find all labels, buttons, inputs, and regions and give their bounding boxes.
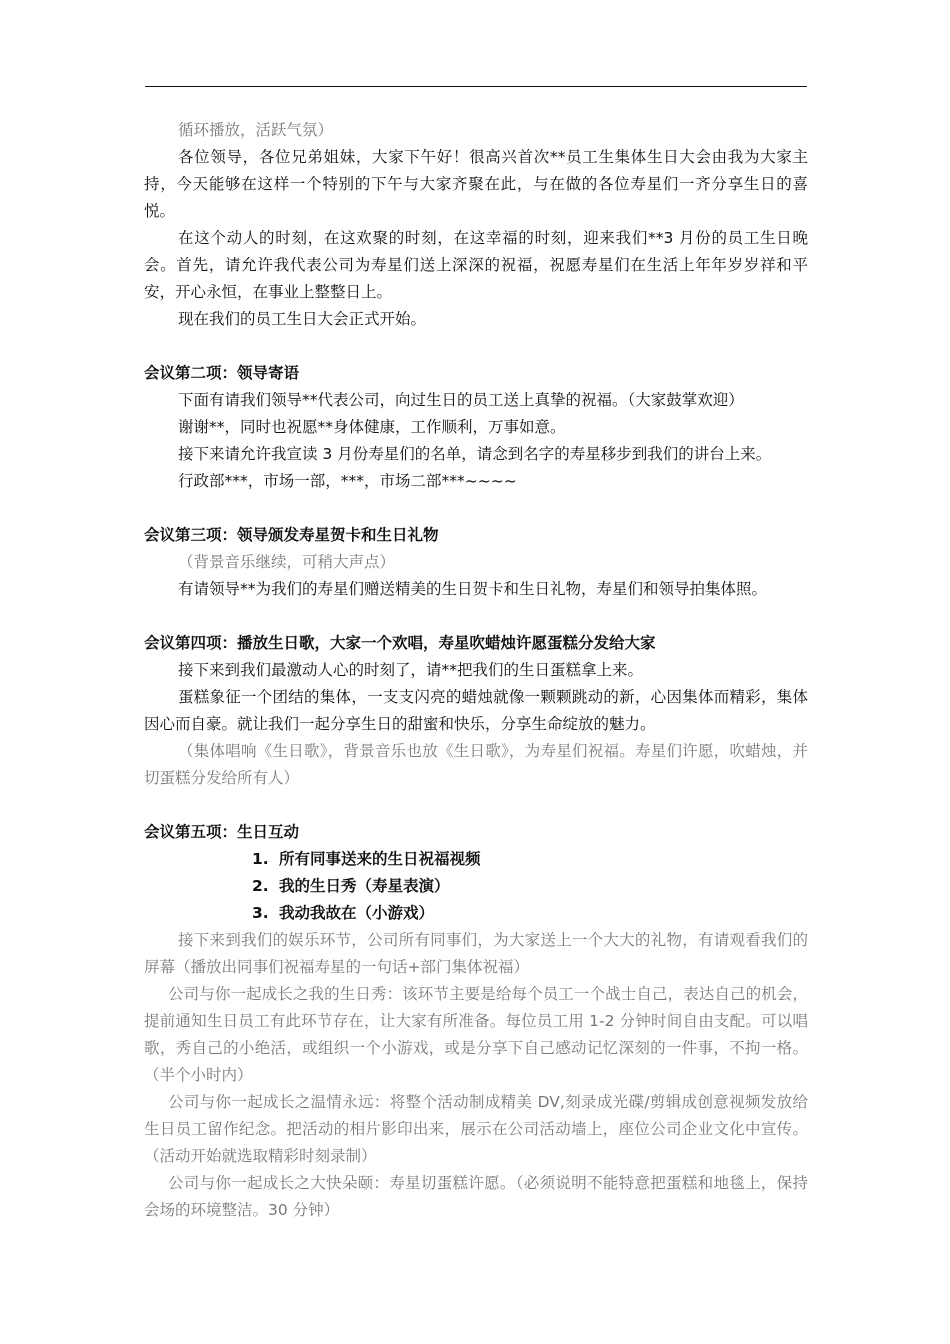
paragraph: 在这个动人的时刻，在这欢聚的时刻，在这幸福的时刻，迎来我们**3 月份的员工生日晚会。首先，请允许我代表公司为寿星们送上深深的祝福，祝愿寿星们在生活上年年岁岁祥和平安，开心永恒，在事业上整整日上。	[144, 229, 808, 301]
list-item	[252, 846, 808, 873]
document-body	[144, 117, 808, 1224]
section-heading: 会议第三项：领导颁发寿星贺卡和生日礼物	[144, 526, 439, 544]
paragraph: 公司与你一起成长之温情永远：将整个活动制成精美 DV,刻录成光碟/剪辑成创意视频发放给生日员工留作纪念。把活动的相片影印出来，展示在公司活动墙上，座位公司企业文化中宣传。（活动开始就选取精彩时刻录制）	[144, 1093, 808, 1165]
section-heading: 会议第五项：生日互动	[144, 823, 300, 841]
paragraph: 接下来到我们的娱乐环节，公司所有同事们，为大家送上一个大大的礼物，有请观看我们的屏幕（播放出同事们祝福寿星的一句话+部门集体祝福）	[144, 931, 808, 976]
paragraph: 公司与你一起成长之大快朵颐：寿星切蛋糕许愿。（必须说明不能特意把蛋糕和地毯上，保持会场的环境整洁。30 分钟）	[144, 1174, 808, 1219]
paragraph: 现在我们的员工生日大会正式开始。	[178, 310, 427, 328]
list-text: 我的生日秀（寿星表演）	[279, 877, 450, 895]
paragraph: 接下来请允许我宣读 3 月份寿星们的名单，请念到名字的寿星移步到我们的讲台上来。	[178, 445, 772, 463]
paragraph: 循环播放，活跃气氛）	[178, 121, 334, 139]
list-text: 我动我故在（小游戏）	[279, 904, 435, 922]
paragraph: 行政部***，市场一部，***，市场二部***~~~~	[178, 472, 517, 490]
list-number: 2.	[252, 877, 269, 895]
paragraph: 下面有请我们领导**代表公司，向过生日的员工送上真挚的祝福。（大家鼓掌欢迎）	[178, 391, 744, 409]
list-item	[252, 900, 808, 927]
section-heading: 会议第四项：播放生日歌，大家一个欢唱，寿星吹蜡烛许愿蛋糕分发给大家	[144, 634, 656, 652]
paragraph: 接下来到我们最激动人心的时刻了，请**把我们的生日蛋糕拿上来。	[178, 661, 644, 679]
numbered-list	[144, 846, 808, 927]
section-heading: 会议第二项：领导寄语	[144, 364, 300, 382]
stage-note: （背景音乐继续，可稍大声点）	[178, 553, 396, 571]
paragraph: 公司与你一起成长之我的生日秀：该环节主要是给每个员工一个战士自己，表达自己的机会，提前通知生日员工有此环节存在，让大家有所准备。每位员工用 1-2 分钟时间自由支配。可以唱歌，秀自己的小绝活，或组织一个小游戏，或是分享下自己感动记忆深刻的一件事，不拘一格。（半个小时内）	[144, 985, 808, 1084]
paragraph: 各位领导，各位兄弟姐妹，大家下午好！很高兴首次**员工生集体生日大会由我为大家主持，今天能够在这样一个特别的下午与大家齐聚在此，与在做的各位寿星们一齐分享生日的喜悦。	[144, 148, 808, 220]
list-number: 1.	[252, 850, 269, 868]
header-rule	[145, 86, 807, 87]
list-text: 所有同事送来的生日祝福视频	[279, 850, 481, 868]
list-item	[252, 873, 808, 900]
paragraph: 谢谢**，同时也祝愿**身体健康，工作顺利，万事如意。	[178, 418, 566, 436]
paragraph: 蛋糕象征一个团结的集体，一支支闪亮的蜡烛就像一颗颗跳动的新，心因集体而精彩，集体因心而自豪。就让我们一起分享生日的甜蜜和快乐，分享生命绽放的魅力。	[144, 688, 808, 733]
list-number: 3.	[252, 904, 269, 922]
paragraph: 有请领导**为我们的寿星们赠送精美的生日贺卡和生日礼物，寿星们和领导拍集体照。	[178, 580, 768, 598]
stage-note: （集体唱响《生日歌》，背景音乐也放《生日歌》，为寿星们祝福。寿星们许愿，吹蜡烛，并切蛋糕分发给所有人）	[144, 742, 808, 787]
